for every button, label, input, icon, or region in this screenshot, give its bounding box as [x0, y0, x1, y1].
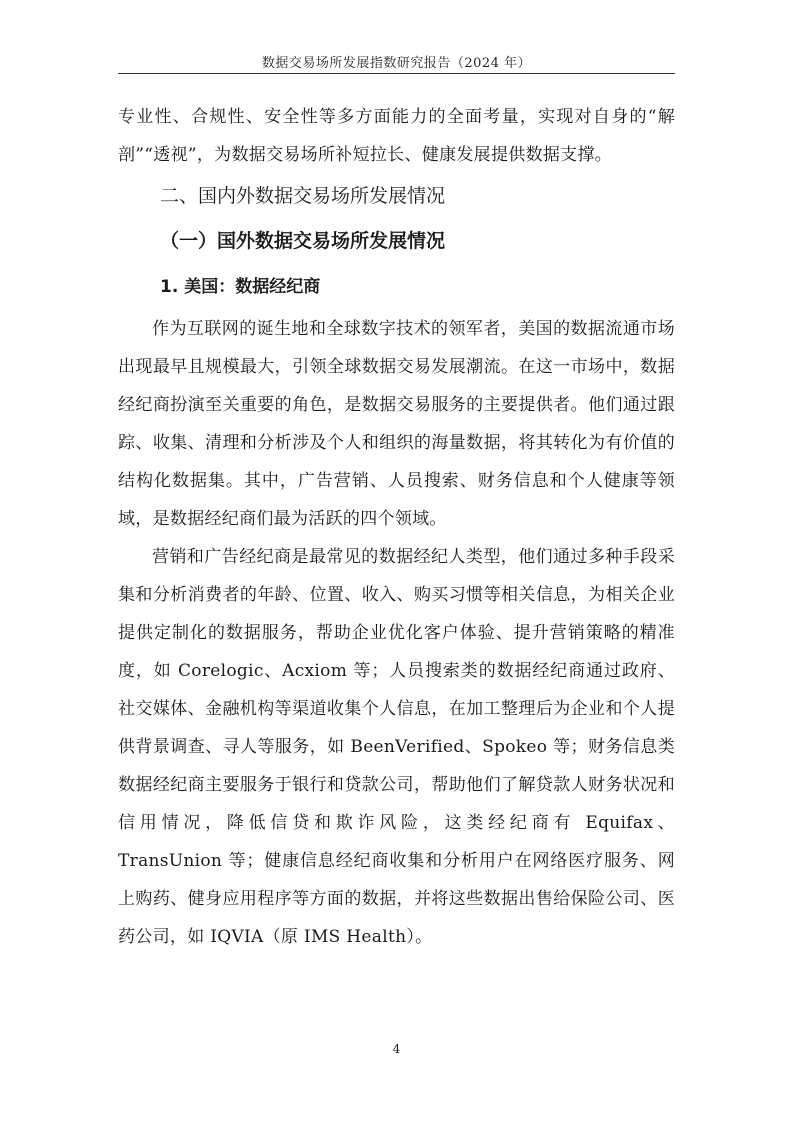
section-heading: 二、国内外数据交易场所发展情况 [160, 185, 446, 207]
running-header: 数据交易场所发展指数研究报告（2024 年） [261, 56, 532, 71]
header-divider [118, 73, 675, 74]
subsection-heading: （一）国外数据交易场所发展情况 [160, 230, 446, 252]
body-paragraph-1: 作为互联网的诞生地和全球数字技术的领军者，美国的数据流通市场出现最早且规模最大，引领全球数据交易发展潮流。在这一市场中，数据经纪商扮演至关重要的角色，是数据交易服务的主要提供者。他们通过跟踪、收集、清理和分析涉及个人和组织的海量数据，将其转化为有价值的结构化数据集。其中，广告营销、人员搜索、财务信息和个人健康等领域，是数据经纪商们最为活跃的四个领域。 [118, 319, 675, 529]
subsubsection-heading: 1. 美国：数据经纪商 [160, 277, 321, 297]
page-number: 4 [392, 1042, 401, 1056]
intro-paragraph: 专业性、合规性、安全性等多方面能力的全面考量，实现对自身的“解剖”“透视”，为数据交易场所补短拉长、健康发展提供数据支撑。 [118, 107, 675, 165]
body-paragraph-2: 营销和广告经纪商是最常见的数据经纪人类型，他们通过多种手段采集和分析消费者的年龄、位置、收入、购买习惯等相关信息，为相关企业提供定制化的数据服务，帮助企业优化客户体验、提升营销策略的精准度，如 Corelogic、Acxiom 等；人员搜索类的数据经纪商通过政府、社交媒体、金融机构等渠道收集个人信息，在加工整理后为企业和个人提供背景调查、寻人等服务，如 BeenVerified、Spokeo 等；财务信息类数据经纪商主要服务于银行和贷款公司，帮助他们了解贷款人财务状况和信用情况，降低信贷和欺诈风险，这类经纪商有 Equifax、TransUnion 等；健康信息经纪商收集和分析用户在网络医疗服务、网上购药、健身应用程序等方面的数据，并将这些数据出售给保险公司、医药公司，如 IQVIA（原 IMS Health）。 [118, 547, 675, 947]
page-body [118, 98, 675, 956]
